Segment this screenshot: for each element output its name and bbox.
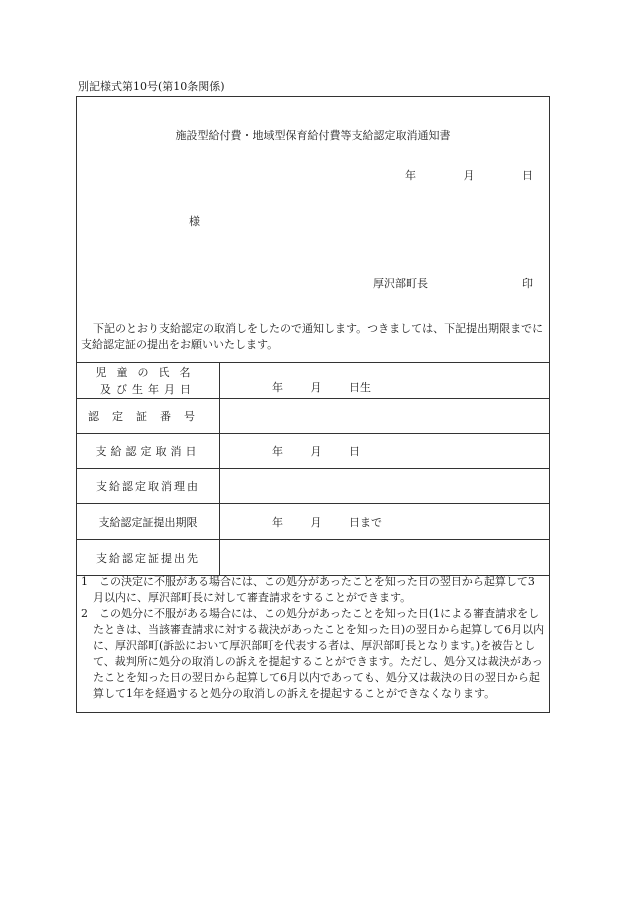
table-row <box>77 399 550 434</box>
date-day-label: 日 <box>522 169 533 182</box>
child-name-label-line1: 児童の氏名 <box>95 365 201 379</box>
revocation-reason-value <box>220 469 550 504</box>
note-item: 2 この処分に不服がある場合には、この処分があったことを知った日(1による審査請求をしたときは、当該審査請求に対する裁決があったことを知った日)の翌日から起算して6月以内に、厚沢部町(訴訟において厚沢部町を代表する者は、厚沢部町長となります。)を被告として、裁判所に処分の取消しの訴えを提起することができます。ただし、処分又は裁決があったことを知った日の翌日から起算して6月以内であっても、処分又は裁決の日の翌日から起算して1年を経過すると処分の取消しの訴えを提起することができなくなります。 <box>81 607 545 700</box>
submission-deadline-value <box>220 504 550 540</box>
child-name-value <box>220 363 550 399</box>
submission-deadline-label: 支給認定証提出期限 <box>77 504 220 540</box>
submission-destination-value <box>220 540 550 576</box>
table-row <box>77 434 550 469</box>
body-text: 下記のとおり支給認定の取消しをしたので通知します。つきましては、下記提出期限までに支給認定証の提出をお願いいたします。 <box>81 322 544 351</box>
deadline-day-label: 日まで <box>349 515 382 529</box>
revocation-month-label: 月 <box>310 445 322 458</box>
birth-day-label: 日生 <box>349 381 371 394</box>
cert-number-label: 認定証番号 <box>77 399 220 434</box>
cert-number-value <box>220 399 550 434</box>
date-month-label: 月 <box>463 169 475 182</box>
table-row <box>77 363 550 399</box>
recipient-suffix: 様 <box>189 215 200 228</box>
issuer-name: 厚沢部町長 <box>373 277 428 290</box>
revocation-year-label: 年 <box>272 445 283 458</box>
notes-section <box>81 574 545 702</box>
table-row <box>77 540 550 576</box>
revocation-date-label: 支給認定取消日 <box>77 434 220 469</box>
deadline-year-label: 年 <box>272 515 283 529</box>
details-table <box>76 362 550 576</box>
deadline-month-label: 月 <box>310 515 322 529</box>
date-year-label: 年 <box>405 169 416 182</box>
seal-mark: 印 <box>522 277 533 290</box>
revocation-day-label: 日 <box>349 445 360 458</box>
child-name-label <box>77 363 220 399</box>
document-title: 施設型給付費・地域型保育給付費等支給認定取消通知書 <box>175 129 451 142</box>
form-label: 別記様式第10号(第10条関係) <box>78 80 225 93</box>
child-name-label-line2: 及び生年月日 <box>100 382 196 396</box>
table-row <box>77 504 550 540</box>
birth-year-label: 年 <box>272 381 283 394</box>
notice-frame <box>76 96 550 713</box>
submission-destination-label: 支給認定証提出先 <box>77 540 220 576</box>
birth-month-label: 月 <box>310 381 322 394</box>
issue-date <box>405 167 533 183</box>
note-item: 1 この決定に不服がある場合には、この処分があったことを知った日の翌日から起算して3月以内に、厚沢部町長に対して審査請求をすることができます。 <box>81 575 535 604</box>
table-row <box>77 469 550 504</box>
revocation-date-value <box>220 434 550 469</box>
revocation-reason-label: 支給認定取消理由 <box>77 469 220 504</box>
